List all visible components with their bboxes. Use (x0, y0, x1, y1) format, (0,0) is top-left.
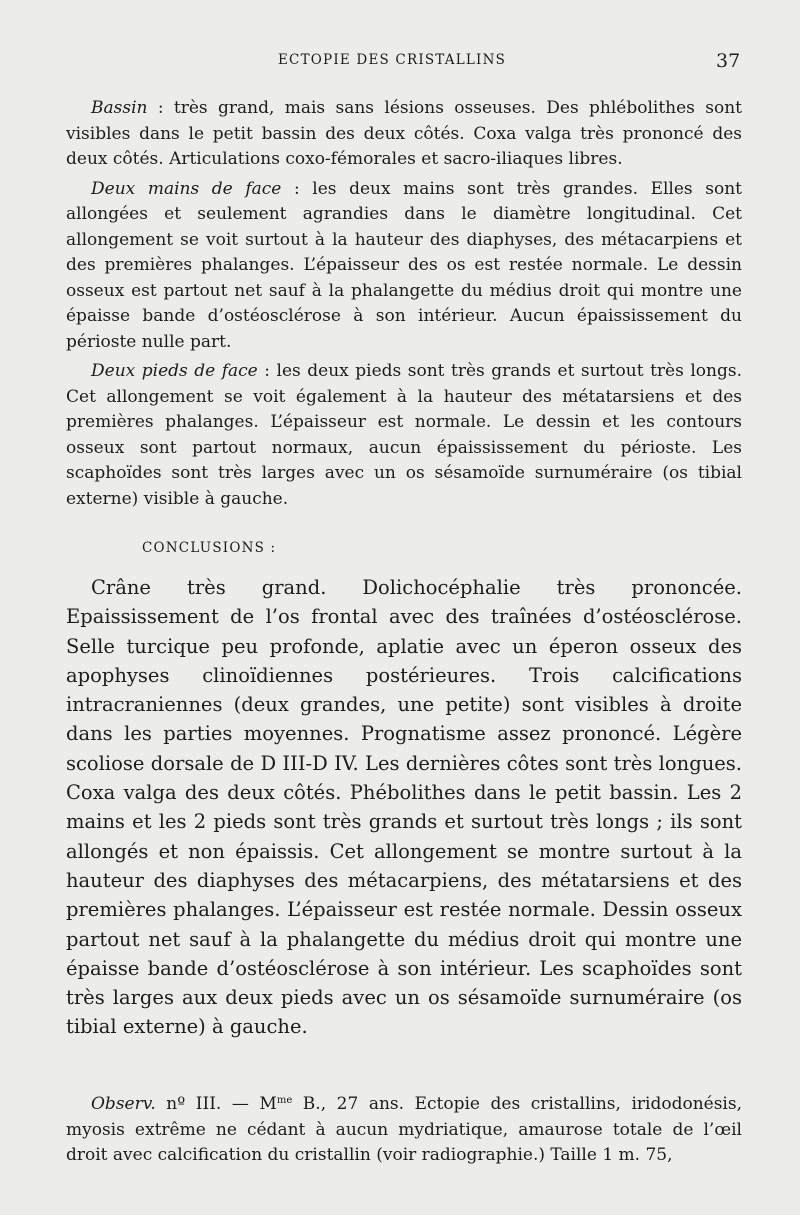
observation-text: B., 27 ans. Ectopie des cristallins, iridodonésis, myosis extrême ne cédant à aucun mydriatique, amaurose totale de l’œil droit avec calcification du cristallin (voir radiographie.) Taille 1 m. 75, (66, 1094, 742, 1165)
conclusions-heading: CONCLUSIONS : (142, 540, 277, 556)
paragraph-text: : les deux mains sont très grandes. Elles sont allongées et seulement agrandies dans le diamètre longitudinal. Cet allongement se voit surtout à la hauteur des diaphyses, des métacarpiens et des premières phalanges. L’épaisseur des os est restée normale. Le dessin osseux est partout net sauf à la phalangette du médius droit qui montre une épaisse bande d’ostéosclérose à son intérieur. Aucun épaississement du périoste nulle part. (66, 178, 742, 352)
observation-paragraph (66, 1092, 742, 1169)
paragraph-lead: Bassin (91, 98, 148, 118)
paragraph-lead: Deux mains de face (91, 178, 282, 199)
observation-title-sup: me (276, 1095, 293, 1106)
page-number: 37 (716, 50, 741, 72)
paragraph-bassin (66, 96, 742, 173)
running-title: ECTOPIE DES CRISTALLINS (278, 52, 507, 68)
observation-number: nº III. — M (155, 1094, 277, 1114)
paragraph-pieds (66, 359, 742, 512)
page-header (0, 50, 800, 76)
paragraph-lead: Deux pieds de face (91, 361, 258, 381)
paragraph-text: : les deux pieds sont très grands et surtout très longs. Cet allongement se voit également à la hauteur des métatarsiens et des premières phalanges. L’épaisseur est normale. Le dessin et les contours osseux sont partout normaux, aucun épaississement du périoste. Les scaphoïdes sont très larges avec un os sésamoïde surnuméraire (os tibial externe) visible à gauche. (66, 361, 742, 509)
radiology-findings (66, 96, 742, 516)
paragraph-mains (66, 177, 742, 356)
conclusions-body (66, 573, 742, 1042)
observation-lead: Observ. (91, 1094, 156, 1114)
conclusions-text: Crâne très grand. Dolichocéphalie très prononcée. Epaississement de l’os frontal avec des traînées d’ostéosclérose. Selle turcique peu profonde, aplatie avec un éperon osseux des apophyses clinoïdiennes postérieures. Trois calcifications intracraniennes (deux grandes, une petite) sont visibles à droite dans les parties moyennes. Prognatisme assez prononcé. Légère scoliose dorsale de D III-D IV. Les dernières côtes sont très longues. Coxa valga des deux côtés. Phébolithes dans le petit bassin. Les 2 mains et les 2 pieds sont très grands et surtout très longs ; ils sont allongés et non épaissis. Cet allongement se montre surtout à la hauteur des diaphyses des métacarpiens, des métatarsiens et des premières phalanges. L’épaisseur est restée normale. Dessin osseux partout net sauf à la phalangette du médius droit qui montre une épaisse bande d’ostéosclérose à son intérieur. Les scaphoïdes sont très larges aux deux pieds avec un os sésamoïde surnuméraire (os tibial externe) à gauche. (66, 576, 742, 1039)
paragraph-text: : très grand, mais sans lésions osseuses. Des phlébolithes sont visibles dans le petit bassin des deux côtés. Coxa valga très prononcé des deux côtés. Articulations coxo-fémorales et sacro-iliaques libres. (66, 98, 742, 169)
